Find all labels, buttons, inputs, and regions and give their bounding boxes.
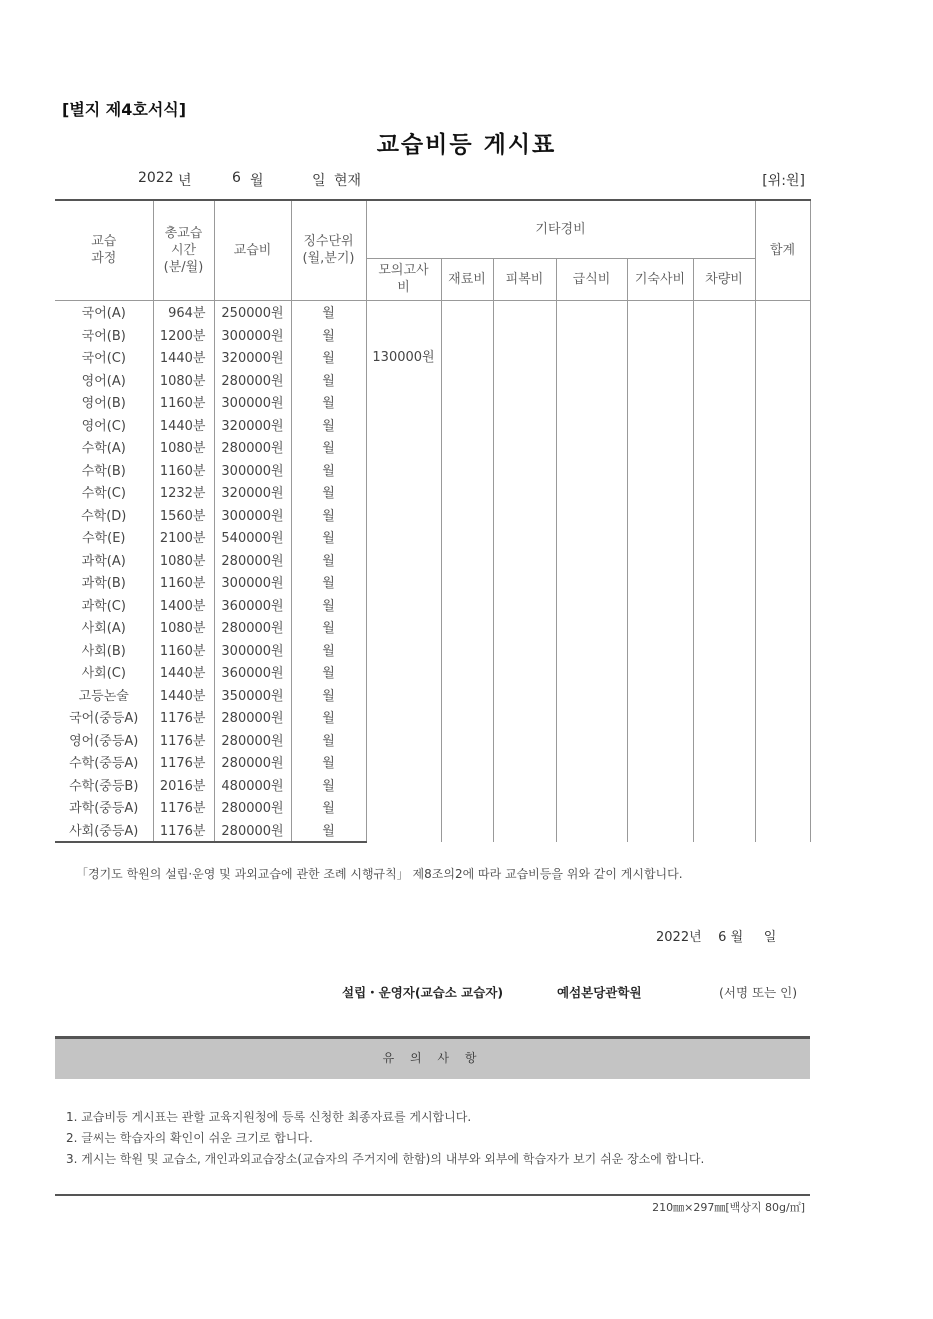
time-cell: 2016분 [153, 773, 214, 796]
fee-cell: 480000원 [214, 773, 291, 796]
course-cell: 사회(C) [55, 661, 153, 684]
course-cell: 과학(C) [55, 593, 153, 616]
time-cell: 1400분 [153, 593, 214, 616]
date-month: 6 [232, 170, 241, 186]
unit-cell: 월 [291, 616, 366, 639]
unit-cell: 월 [291, 571, 366, 594]
time-cell: 1080분 [153, 436, 214, 459]
header-course: 교습 과정 [55, 200, 153, 300]
date-suffix: 현재 [334, 173, 362, 189]
time-cell: 964분 [153, 300, 214, 323]
time-cell: 1176분 [153, 706, 214, 729]
unit-cell: 월 [291, 503, 366, 526]
course-cell: 과학(A) [55, 548, 153, 571]
course-cell: 과학(중등A) [55, 796, 153, 819]
header-uniform: 피복비 [493, 258, 556, 300]
header-materials: 재료비 [441, 258, 493, 300]
unit-cell: 월 [291, 458, 366, 481]
fee-cell: 540000원 [214, 526, 291, 549]
time-cell: 1560분 [153, 503, 214, 526]
fee-cell: 300000원 [214, 391, 291, 414]
date-year: 2022 [138, 170, 174, 186]
unit-cell: 월 [291, 391, 366, 414]
time-cell: 1200분 [153, 323, 214, 346]
time-cell: 1176분 [153, 728, 214, 751]
dormitory-cell [627, 300, 693, 842]
time-cell: 1080분 [153, 616, 214, 639]
course-cell: 영어(B) [55, 391, 153, 414]
course-cell: 국어(A) [55, 300, 153, 323]
time-cell: 1440분 [153, 683, 214, 706]
table-row [55, 300, 810, 323]
time-cell: 2100분 [153, 526, 214, 549]
course-cell: 국어(C) [55, 346, 153, 369]
time-cell: 1080분 [153, 368, 214, 391]
mock-exam-cell: 130000원 [366, 300, 441, 842]
uniform-cell [493, 300, 556, 842]
time-cell: 1080분 [153, 548, 214, 571]
time-cell: 1440분 [153, 661, 214, 684]
form-label: [별지 제4호서식] [62, 100, 187, 119]
course-cell: 국어(B) [55, 323, 153, 346]
fee-cell: 280000원 [214, 368, 291, 391]
header-dormitory: 기숙사비 [627, 258, 693, 300]
academy-name: 예섬본당관학원 [557, 985, 642, 1000]
fee-cell: 280000원 [214, 796, 291, 819]
time-cell: 1160분 [153, 458, 214, 481]
header-other-costs: 기타경비 [366, 200, 755, 258]
paper-spec: 210㎜×297㎜[백상지 80g/㎡] [652, 1201, 805, 1214]
header-billing-unit: 징수단위 (월,분기) [291, 200, 366, 300]
legal-statement: 「경기도 학원의 설립·운영 및 과외교습에 관한 조례 시행규칙」 제8조의2에 따라 교습비등을 위와 같이 게시합니다. [76, 867, 683, 881]
fee-cell: 300000원 [214, 638, 291, 661]
operator-label: 설립・운영자(교습소 교습자) [342, 985, 504, 1000]
course-cell: 수학(C) [55, 481, 153, 504]
unit-cell: 월 [291, 728, 366, 751]
fee-cell: 300000원 [214, 458, 291, 481]
fee-cell: 360000원 [214, 593, 291, 616]
fee-cell: 280000원 [214, 728, 291, 751]
fee-cell: 250000원 [214, 300, 291, 323]
unit-cell: 월 [291, 300, 366, 323]
signature-note: (서명 또는 인) [719, 985, 798, 1000]
unit-label: [위:원] [762, 173, 805, 189]
bottom-divider [55, 1194, 810, 1196]
course-cell: 수학(B) [55, 458, 153, 481]
fee-cell: 320000원 [214, 346, 291, 369]
course-cell: 영어(중등A) [55, 728, 153, 751]
notes-heading: 유 의 사 항 [55, 1036, 810, 1079]
note-item: 3. 게시는 학원 및 교습소, 개인과외교습장소(교습자의 주거지에 한함)의 내부와 외부에 학습자가 보기 쉬운 장소에 합니다. [66, 1152, 705, 1166]
unit-cell: 월 [291, 638, 366, 661]
time-cell: 1440분 [153, 413, 214, 436]
course-cell: 수학(E) [55, 526, 153, 549]
course-cell: 수학(A) [55, 436, 153, 459]
fee-cell: 280000원 [214, 818, 291, 842]
course-cell: 영어(A) [55, 368, 153, 391]
course-cell: 고등논술 [55, 683, 153, 706]
unit-cell: 월 [291, 413, 366, 436]
header-total-time: 총교습 시간 (분/월) [153, 200, 214, 300]
fee-cell: 280000원 [214, 616, 291, 639]
note-item: 2. 글씨는 학습자의 확인이 쉬운 크기로 합니다. [66, 1131, 313, 1145]
unit-cell: 월 [291, 346, 366, 369]
course-cell: 사회(B) [55, 638, 153, 661]
materials-cell [441, 300, 493, 842]
unit-cell: 월 [291, 436, 366, 459]
unit-cell: 월 [291, 751, 366, 774]
time-cell: 1176분 [153, 796, 214, 819]
unit-cell: 월 [291, 683, 366, 706]
fee-cell: 350000원 [214, 683, 291, 706]
unit-cell: 월 [291, 706, 366, 729]
fee-cell: 280000원 [214, 751, 291, 774]
header-tuition: 교습비 [214, 200, 291, 300]
time-cell: 1176분 [153, 818, 214, 842]
time-cell: 1160분 [153, 571, 214, 594]
fee-cell: 280000원 [214, 548, 291, 571]
unit-cell: 월 [291, 796, 366, 819]
unit-cell: 월 [291, 481, 366, 504]
note-item: 1. 교습비등 게시표는 관할 교육지원청에 등록 신청한 최종자료를 게시합니다. [66, 1110, 472, 1124]
total-cell [755, 300, 810, 842]
unit-cell: 월 [291, 818, 366, 842]
header-vehicle: 차량비 [693, 258, 755, 300]
meals-cell [556, 300, 627, 842]
time-cell: 1160분 [153, 391, 214, 414]
course-cell: 국어(중등A) [55, 706, 153, 729]
fee-table [55, 199, 811, 843]
course-cell: 영어(C) [55, 413, 153, 436]
time-cell: 1232분 [153, 481, 214, 504]
course-cell: 수학(중등B) [55, 773, 153, 796]
header-meals: 급식비 [556, 258, 627, 300]
course-cell: 사회(A) [55, 616, 153, 639]
course-cell: 과학(B) [55, 571, 153, 594]
unit-cell: 월 [291, 593, 366, 616]
fee-cell: 300000원 [214, 503, 291, 526]
time-cell: 1160분 [153, 638, 214, 661]
unit-cell: 월 [291, 323, 366, 346]
course-cell: 사회(중등A) [55, 818, 153, 842]
date-day-unit: 일 [312, 173, 326, 189]
fee-cell: 300000원 [214, 571, 291, 594]
unit-cell: 월 [291, 548, 366, 571]
sign-date: 2022년 6 월 일 [656, 930, 777, 945]
header-total: 합계 [755, 200, 810, 300]
fee-cell: 320000원 [214, 481, 291, 504]
page-title: 교습비등 게시표 [376, 132, 557, 158]
fee-cell: 320000원 [214, 413, 291, 436]
header-mock-exam: 모의고사 비 [366, 258, 441, 300]
unit-cell: 월 [291, 773, 366, 796]
date-year-unit: 년 [178, 173, 192, 189]
fee-cell: 280000원 [214, 436, 291, 459]
unit-cell: 월 [291, 526, 366, 549]
time-cell: 1176분 [153, 751, 214, 774]
course-cell: 수학(중등A) [55, 751, 153, 774]
unit-cell: 월 [291, 661, 366, 684]
fee-cell: 360000원 [214, 661, 291, 684]
time-cell: 1440분 [153, 346, 214, 369]
date-month-unit: 월 [250, 173, 264, 189]
fee-cell: 280000원 [214, 706, 291, 729]
unit-cell: 월 [291, 368, 366, 391]
fee-cell: 300000원 [214, 323, 291, 346]
course-cell: 수학(D) [55, 503, 153, 526]
vehicle-cell [693, 300, 755, 842]
